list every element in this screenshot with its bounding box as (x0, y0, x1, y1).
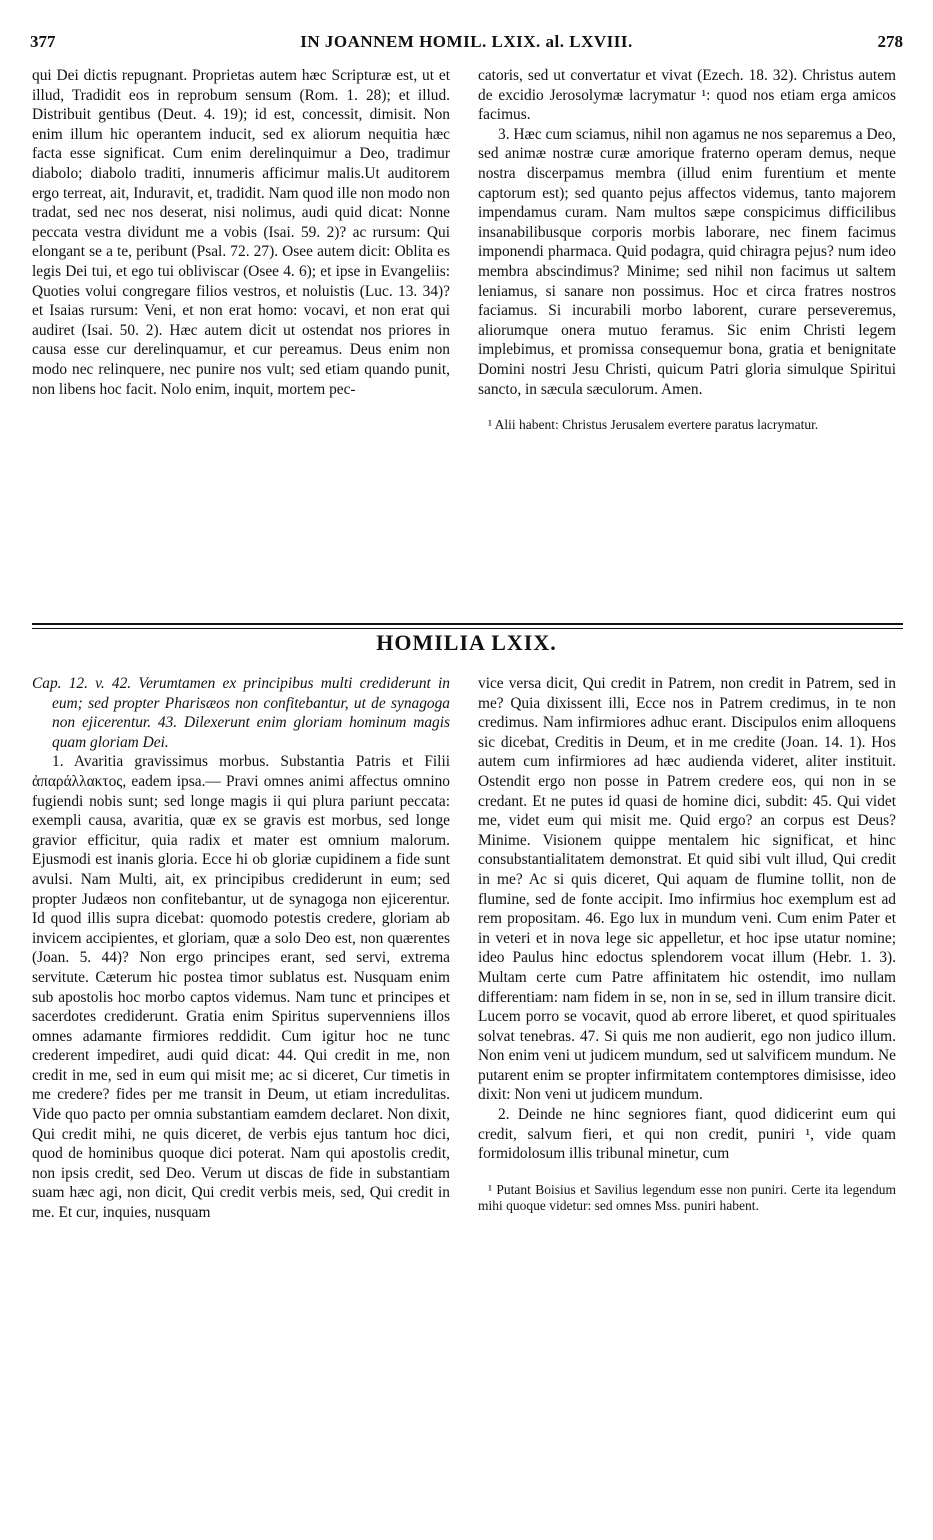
paragraph: 3. Hæc cum sciamus, nihil non agamus ne nos separemus a Deo, sed animæ nostræ curæ amorique fraterno operam demus, neque nostra discerpamus membra (illud enim furentium et mente captorum est); sed quanto pejus affectos videmus, tanto majorem impendamus curam. Nam multos sæpe conspicimus difficilibus insanabilibusque corporis morbis laborare, nec finem facimus imponendi pharmaca. Quid podagra, quid chiragra pejus? num ideo membra abscindimus? Minime; sed nihil non facimus ut saltem leniamus, si sanare non possimus. Hoc et circa fratres nostros faciamus. Si incurabili morbo laborent, curare perseveremus, aliorumque onera mutuo feramus. Sic enim Christi legem implebimus, et promissa consequemur bona, gratia et benignitate Domini nostri Jesu Christi, quicum Patri gloria simulque Spiritui sancto, in sæcula sæculorum. Amen. (478, 125, 896, 398)
top-left-column (32, 66, 450, 399)
chapter-verse-heading: Cap. 12. v. 42. Verumtamen ex principibus multi crediderunt in eum; sed propter Pharisæos non confitebantur, ut de synagoga non ejicerentur. 43. Dilexerunt enim gloriam hominum magis quam gloriam Dei. (32, 675, 450, 751)
homily-title: HOMILIA LXIX. (376, 630, 557, 655)
page-number-left: 377 (30, 32, 56, 51)
running-title: IN JOANNEM HOMIL. LXIX. al. LXVIII. (300, 32, 633, 51)
paragraph: catoris, sed ut convertatur et vivat (Ezech. 18. 32). Christus autem de excidio Jerosolymæ lacrymatur ¹: quod nos etiam erga amicos facimus. (478, 67, 896, 124)
paragraph: vice versa dicit, Qui credit in Patrem, non credit in Patrem, sed in me? Quia dixissent illi, Ecce nos in Patrem credimus, in te non credimus. Nam infirmiores adhuc erant. Discipulos enim alloquens sic dicebat, Creditis in Deum, et in me credite (Joan. 14. 1). Hos autem cum infirmiores ad hæc audienda videret, aliter instituit. Ostendit ergo non posse in Patrem credere eos, qui non in se credant. Et ne putes id quasi de homine dici, subdit: 45. Qui videt me, videt eum qui misit me. Quid ergo? an corpus est Deus? Minime. Visionem quippe mentalem hic significat, et hinc consubstantialitatem demonstrat. Et quid sibi vult illud, Qui credit in me? Ac si quis diceret, Qui aquam de flumine tollit, non de flumine, sed de fonte accipit. Imo infirmius hoc exemplum est ad rem propositam. 46. Ego lux in mundum veni. Cum enim Pater et in veteri et in nova lege sic appelletur, et hoc ipse utatur nomine; ideo Paulus hinc edoctus splendorem vocat illum (Hebr. 1. 3). Multam certe cum Patre affinitatem hic ostendit, imo nullam differentiam: nam fidem in se, non in se, sed in illum transire dicit. Lucem porro se vocavit, quod ab errore liberet, et quod spirituales solvat tenebras. 47. Si quis me non audierit, ego non judico illum. Non enim veni ut judicem mundum, sed ut salvificem mundum. Ne putarent enim se propter infirmitatem contemptores dimisisse, ideo dixit: Non veni ut judicem mundum. (478, 675, 896, 1104)
page-number-right: 278 (877, 32, 903, 51)
running-header (30, 32, 903, 58)
bottom-left-column (32, 674, 450, 1223)
footnote: ¹ Alii habent: Christus Jerusalem evertere paratus lacrymatur. (488, 417, 819, 433)
paragraph: 2. Deinde ne hinc segniores fiant, quod didicerint eum qui credit, salvum fieri, et qui non credit, puniri ¹, vide quam formidolosum illis tribunal minetur, cum (478, 1106, 896, 1163)
section-rule-thin (32, 628, 903, 629)
top-right-column (478, 66, 896, 433)
footnote: ¹ Putant Boisius et Savilius legendum esse non puniri. Certe ita legendum mihi quoque videtur: sed omnes Mss. puniri habent. (478, 1181, 896, 1213)
paragraph: 1. Avaritia gravissimus morbus. Substantia Patris et Filii ἀπαράλλακτος, eadem ipsa.— Pravi omnes animi affectus omnino fugiendi nobis sunt; sed longe magis ii qui plura pariunt peccata: exempli causa, avaritia, quæ ex se gravis est morbus, sed longe gravior efficitur, quia radix et mater est omnium malorum. Ejusmodi est inanis gloria. Ecce hi ob gloriæ cupidinem a fide sunt avulsi. Nam Multi, ait, ex principibus crediderunt in eum; sed propter Judæos non confitebantur, ut de synagoga non ejicerentur. Id quod illis supra dicebat: quomodo potestis credere, gloriam ab invicem accipientes, et gloriam, quæ a solo Deo est, non quærentes (Joan. 5. 44)? Non ergo principes erant, sed servi, extrema servitute. Cæterum hic postea timor sublatus est. Nusquam enim sub apostolis hoc morbo captos videmus. Nam tunc et principes et sacerdotes crediderunt. Gratia enim Spiritus supervenniens illos omnes adamante firmiores reddidit. Cum igitur hoc ne tunc crederent impediret, audi quid dicat: 44. Qui credit in me, non credit in me, sed in eum qui misit me; ac si diceret, Cur timetis in me credere? fides per me transit in Deum, ut etiam incredulitas. Vide quo pacto per omnia substantiam eamdem declaret. Non dixit, Qui credit mihi, ne quis diceret, de verbis ejus tantum hoc dici, quod de hominibus quoque dici poterat. Nam qui apostolis credit, non ipsis credit, sed Deo. Verum ut discas de fide in substantiam suam hæc agi, non dicit, Qui credit verbis meis, sed, Qui credit in me. Et cur, inquies, nusquam (32, 753, 450, 1222)
paragraph: qui Dei dictis repugnant. Proprietas autem hæc Scripturæ est, ut et illud, Tradidit eos in reprobum sensum (Rom. 1. 28); et illud. Distribuit gentibus (Deut. 4. 19); id est, concessit, dimisit. Non enim illum hic operantem inducit, sed ex aliorum nequitia hæc facta esse significat. Cum enim derelinquimur a Deo, tradimur diabolo; diabolo traditi, innumeris afficimur malis.Ut auditorem ergo terreat, ait, Induravit, et, tradidit. Nam quod ille non modo non tradat, sed nec nos deserat, nisi nolimus, audi quid dicat: Nonne peccata vestra dividunt me a vobis (Isai. 59. 2)? ac rursum: Qui elongant se a te, peribunt (Psal. 72. 27). Osee autem dicit: Oblita es legis Dei tui, et ego tui obliviscar (Osee 4. 6); et ipse in Evangeliis: Quoties volui congregare filios vestros, et noluistis (Luc. 13. 34)? et Isaias rursum: Veni, et non erat homo: vocavi, et non erat qui audiret (Isai. 50. 2). Hæc autem dicit ut ostendat nos priores in causa esse cur derelinquamur, et cur pereamus. Deus enim non modo nec relinquere, nec punire nos vult; sed etiam quando punit, non libens hoc facit. Nolo enim, inquit, mortem pec- (32, 67, 450, 398)
bottom-right-column (478, 674, 896, 1214)
section-rule (32, 623, 903, 625)
